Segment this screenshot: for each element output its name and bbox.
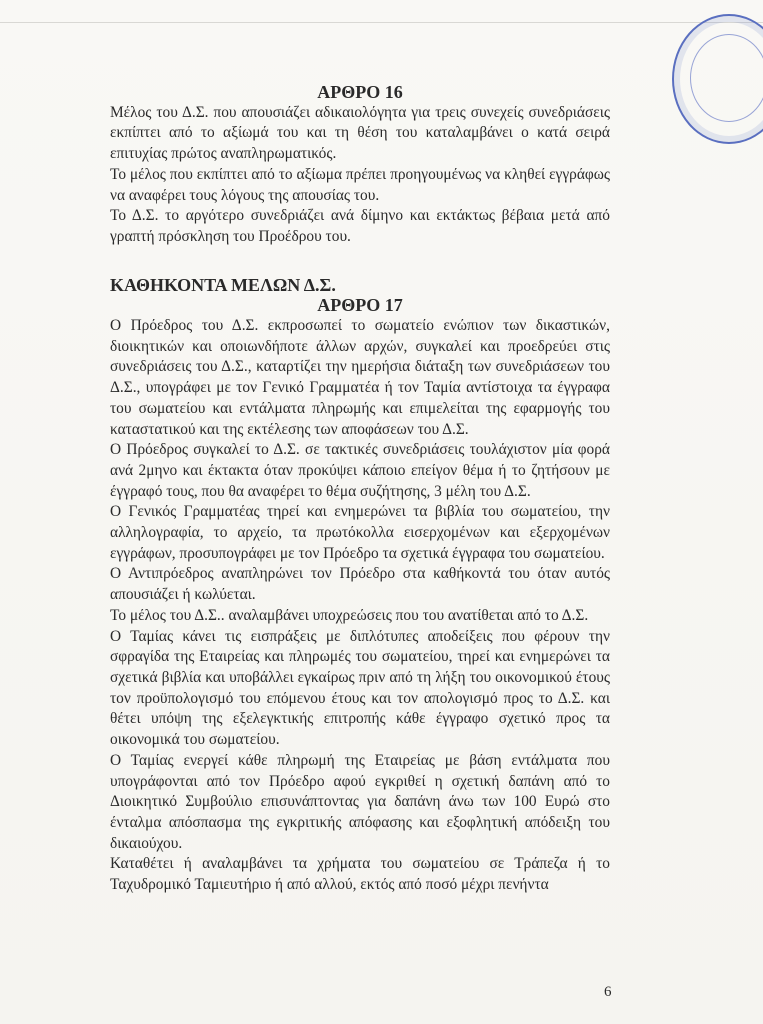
article-17-paragraph: Το μέλος του Δ.Σ.. αναλαμβάνει υποχρεώσεις που του ανατίθεται από το Δ.Σ. (110, 606, 589, 624)
page-number: 6 (604, 984, 612, 1000)
article-17-paragraph: Καταθέτει ή αναλαμβάνει τα χρήματα του σωματείου σε Τράπεζα ή το Ταχυδρομικό Ταμιευτήριο ή από αλλού, εκτός από ποσό μέχρι πενήντα (110, 855, 610, 894)
document-body (110, 82, 610, 896)
article-17-paragraph: Ο Πρόεδρος συγκαλεί το Δ.Σ. σε τακτικές συνεδριάσεις τουλάχιστον μία φορά ανά 2μηνο και έκτακτα όταν προκύψει κάποιο επείγον θέμα ή το ζητήσουν με έγγραφό τους, που θα αναφέρει το θέμα συζήτησης, 3 μέλη του Δ.Σ. (110, 441, 610, 500)
section-title: ΚΑΘΗΚΟΝΤΑ ΜΕΛΩΝ Δ.Σ. (110, 274, 336, 295)
article-16-paragraph: Μέλος του Δ.Σ. που απουσιάζει αδικαιολόγητα για τρεις συνεχείς συνεδριάσεις εκπίπτει από το αξίωμά του και τη θέση του καταλαμβάνει ο κατά σειρά επιτυχίας πρώτος αναπληρωματικός. (110, 103, 610, 163)
article-17-paragraph: Ο Γενικός Γραμματέας τηρεί και ενημερώνει τα βιβλία του σωματείου, την αλληλογραφία, το αρχείο, τα πρωτόκολλα εισερχομένων και εξερχομένων εγγράφων, προσυπογράφει με τον Πρόεδρο τα σχετικά έγγραφα του σωματείου. (110, 503, 610, 562)
article-17-paragraph: Ο Αντιπρόεδρος αναπληρώνει τον Πρόεδρο στα καθήκοντά του όταν αυτός απουσιάζει ή κωλύεται. (110, 565, 610, 604)
article-17-paragraph: Ο Ταμίας κάνει τις εισπράξεις με διπλότυπες αποδείξεις που φέρουν την σφραγίδα της Εταιρείας και πληρωμές του σωματείου, τηρεί και ενημερώνει τα σχετικά βιβλία και υποβάλλει εγκαίρως πριν από τη λήξη του οικονομικού έτους τον προϋπολογισμό του επόμενου έτους και τον απολογισμό προς το Δ.Σ. και θέτει υπόψη της εξελεγκτικής επιτροπής κάθε έγγραφο σχετικό προς τα οικονομικά του σωματείου. (110, 627, 610, 749)
article-16-title: ΑΡΘΡΟ 16 (317, 82, 403, 102)
section-spacer (110, 248, 610, 275)
article-17-title: ΑΡΘΡΟ 17 (317, 295, 403, 316)
article-16-paragraph: Το μέλος που εκπίπτει από το αξίωμα πρέπει προηγουμένως να κληθεί εγγράφως να αναφέρει τους λόγους της απουσίας του. (110, 165, 610, 204)
stamp-seal-inner-ring (690, 34, 763, 122)
article-16-paragraph: Το Δ.Σ. το αργότερο συνεδριάζει ανά δίμηνο και εκτάκτως βέβαια μετά από γραπτή πρόσκληση του Προέδρου του. (110, 207, 610, 245)
article-17-paragraph: Ο Ταμίας ενεργεί κάθε πληρωμή της Εταιρείας με βάση εντάλματα που υπογράφονται από τον Πρόεδρο αφού εγκριθεί η σχετική δαπάνη από το Διοικητικό Συμβούλιο επισυνάπτοντας για δαπάνη άνω των 100 Ευρώ στο ένταλμα απόσπασμα της εγκριτικής απόφασης και εξοφλητική απόδειξη του δικαιούχου. (110, 751, 610, 852)
scan-edge-line (0, 22, 763, 23)
article-17-paragraph: Ο Πρόεδρος του Δ.Σ. εκπροσωπεί το σωματείο ενώπιον των δικαστικών, διοικητικών και οποιωνδήποτε άλλων αρχών, συγκαλεί και προεδρεύει στις συνεδριάσεις του Δ.Σ., καταρτίζει την ημερήσια διάταξη των συνεδριάσεων του Δ.Σ., υπογράφει με τον Γενικό Γραμματέα ή τον Ταμία αντίστοιχα τα έγγραφα του σωματείου και εντάλματα πληρωμής και επιμελείται της εφαρμογής του καταστατικού και της εκτέλεσης των αποφάσεων του Δ.Σ. (110, 317, 610, 438)
